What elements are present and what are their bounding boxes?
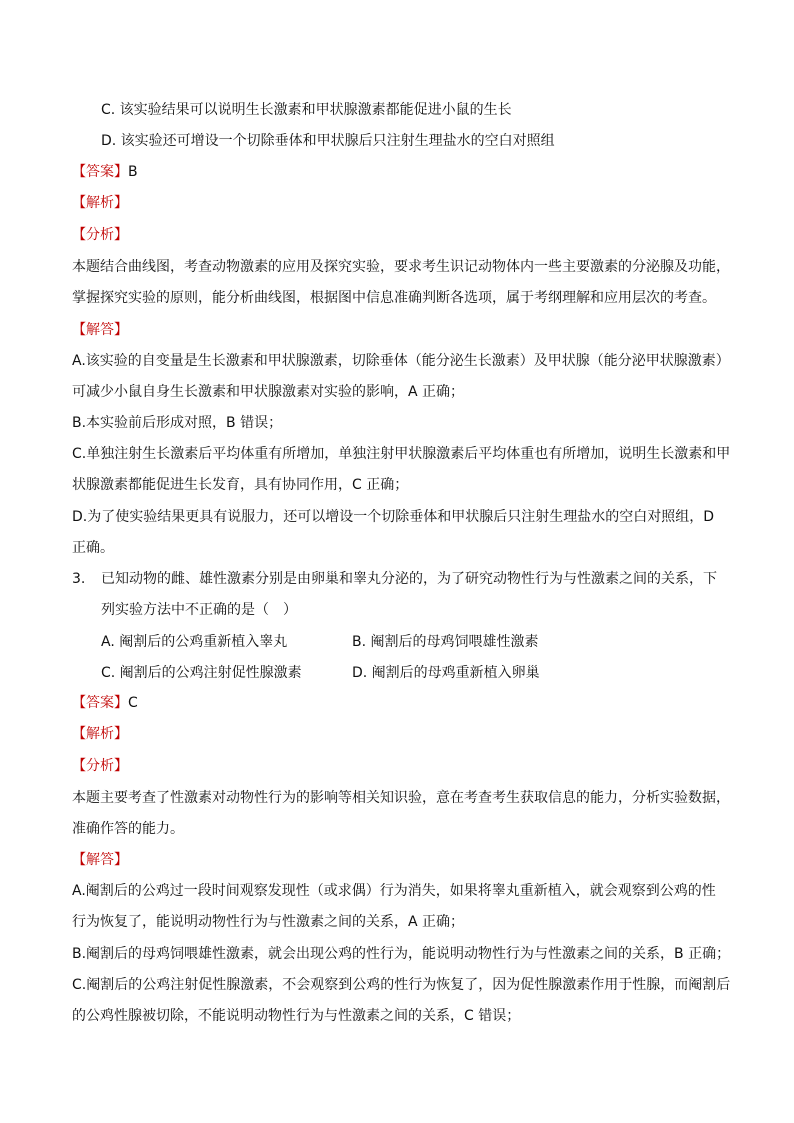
q2-fenxi-line2: 掌握探究实验的原则，能分析曲线图，根据图中信息准确判断各选项，属于考纲理解和应用层次的考查。: [72, 290, 716, 306]
answer-value: C: [128, 695, 138, 711]
q2-option-d: D. 该实验还可增设一个切除垂体和甲状腺后只注射生理盐水的空白对照组: [101, 133, 555, 149]
q2-a-line1: A.该实验的自变量是生长激素和甲状腺激素，切除垂体（能分泌生长激素）及甲状腺（能分泌甲状腺激素）: [72, 353, 730, 369]
q3-option-a: A. 阉割后的公鸡重新植入睾丸: [101, 634, 288, 650]
q2-fenxi-line1: 本题结合曲线图，考查动物激素的应用及探究实验，要求考生识记动物体内一些主要激素的分泌腺及功能，: [72, 259, 730, 275]
q3-option-b: B. 阉割后的母鸡饲喂雄性激素: [352, 634, 539, 650]
q3-stem-line2: 列实验方法中不正确的是（ ）: [101, 602, 297, 618]
answer-value: B: [128, 164, 138, 180]
q3-number: 3.: [72, 571, 86, 587]
q2-b-line: B.本实验前后形成对照，B 错误；: [72, 415, 283, 431]
q3-option-d: D. 阉割后的母鸡重新植入卵巢: [352, 665, 540, 681]
q3-answer: [72, 693, 138, 713]
q3-c-line2: 的公鸡性腺被切除，不能说明动物性行为与性激素之间的关系，C 错误；: [72, 1008, 521, 1024]
q3-jiexi-label: 【解析】: [72, 726, 128, 742]
q2-jiexi-label: 【解析】: [72, 195, 128, 211]
q2-c-line2: 状腺激素都能促进生长发育，具有协同作用，C 正确；: [72, 477, 409, 493]
q2-a-line2: 可减少小鼠自身生长激素和甲状腺激素对实验的影响，A 正确；: [72, 384, 465, 400]
q2-d-line1: D.为了使实验结果更具有说服力，还可以增设一个切除垂体和甲状腺后只注射生理盐水的空白对照组，D: [72, 509, 715, 525]
q2-jieda-label: 【解答】: [72, 322, 128, 338]
q3-b-line: B.阉割后的母鸡饲喂雄性激素，就会出现公鸡的性行为，能说明动物性行为与性激素之间的关系，B 正确；: [72, 946, 731, 962]
answer-label: 【答案】: [72, 695, 128, 711]
q2-c-line1: C.单独注射生长激素后平均体重有所增加，单独注射甲状腺激素后平均体重也有所增加，说明生长激素和甲: [72, 446, 731, 462]
q3-fenxi-line1: 本题主要考查了性激素对动物性行为的影响等相关知识验，意在考查考生获取信息的能力，分析实验数据，: [72, 790, 730, 806]
q3-c-line1: C.阉割后的公鸡注射促性腺激素，不会观察到公鸡的性行为恢复了，因为促性腺激素作用于性腺，而阉割后: [72, 977, 731, 993]
q3-a-line2: 行为恢复了，能说明动物性行为与性激素之间的关系，A 正确；: [72, 914, 465, 930]
q3-a-line1: A.阉割后的公鸡过一段时间观察发现性（或求偶）行为消失，如果将睾丸重新植入，就会观察到公鸡的性: [72, 883, 716, 899]
q3-jieda-label: 【解答】: [72, 852, 128, 868]
q2-fenxi-label: 【分析】: [72, 227, 128, 243]
q2-option-c: C. 该实验结果可以说明生长激素和甲状腺激素都能促进小鼠的生长: [101, 102, 512, 118]
q3-option-c: C. 阉割后的公鸡注射促性腺激素: [101, 665, 302, 681]
q3-fenxi-line2: 准确作答的能力。: [72, 821, 184, 837]
q2-answer: [72, 162, 138, 182]
q2-d-line2: 正确。: [72, 540, 114, 556]
q3-fenxi-label: 【分析】: [72, 758, 128, 774]
answer-label: 【答案】: [72, 164, 128, 180]
q3-stem-line1: 已知动物的雌、雄性激素分别是由卵巢和睾丸分泌的，为了研究动物性行为与性激素之间的关系，下: [101, 571, 717, 587]
